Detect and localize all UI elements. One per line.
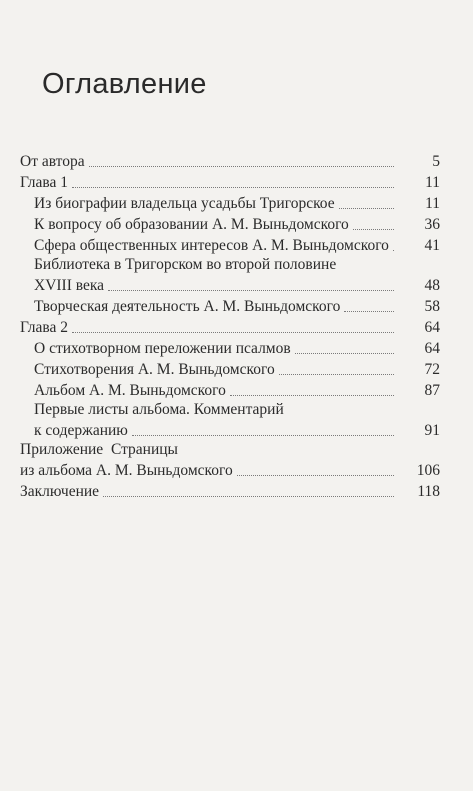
toc-entry — [0, 379, 473, 400]
toc-entry-page: 36 — [424, 216, 440, 233]
toc-entry-label: к содержанию — [34, 422, 128, 439]
toc-leader-dots — [393, 250, 394, 251]
toc-entry — [0, 234, 473, 255]
toc-entry — [0, 480, 473, 501]
toc-leader-dots — [108, 290, 394, 291]
toc-entry-page: 118 — [417, 483, 440, 500]
toc-leader-dots — [230, 395, 394, 396]
toc-leader-dots — [89, 166, 394, 167]
toc-leader-dots — [295, 353, 394, 354]
toc-leader-dots — [72, 332, 394, 333]
toc-entry-label: Сфера общественных интересов А. М. Выньдомского — [34, 237, 389, 254]
toc-leader-dots — [339, 208, 394, 209]
toc-entry-first-line: Приложение Страницы — [20, 441, 178, 458]
toc-entry-page: 11 — [425, 195, 440, 212]
toc-entry — [0, 419, 473, 440]
toc-entry — [0, 192, 473, 213]
toc-entry-label: От автора — [20, 153, 85, 170]
toc-entry-page: 106 — [416, 462, 440, 479]
toc-entry — [0, 316, 473, 337]
toc-entry-label: XVIII века — [34, 277, 105, 294]
toc-entry-page: 11 — [425, 174, 440, 191]
table-of-contents — [0, 150, 473, 501]
toc-leader-dots — [103, 496, 394, 497]
toc-entry-page: 5 — [432, 153, 440, 170]
page-title: Оглавление — [42, 68, 207, 100]
toc-leader-dots — [279, 374, 394, 375]
toc-entry — [0, 150, 473, 171]
toc-entry-page: 41 — [424, 237, 440, 254]
toc-entry — [0, 213, 473, 234]
toc-leader-dots — [353, 229, 394, 230]
toc-entry-label: Заключение — [20, 483, 100, 500]
toc-entry-label: Стихотворения А. М. Выньдомского — [34, 361, 275, 378]
toc-entry — [0, 358, 473, 379]
toc-entry-page: 64 — [424, 319, 440, 336]
toc-entry-label: О стихотворном переложении псалмов — [34, 340, 291, 357]
toc-entry-page: 48 — [424, 277, 440, 294]
toc-entry-page: 58 — [424, 298, 440, 315]
toc-leader-dots — [237, 475, 394, 476]
toc-entry-label: Творческая деятельность А. М. Выньдомского — [34, 298, 341, 315]
toc-leader-dots — [344, 311, 394, 312]
toc-entry-page: 64 — [424, 340, 440, 357]
toc-entry-label: К вопросу об образовании А. М. Выньдомского — [34, 216, 349, 233]
toc-leader-dots — [72, 187, 394, 188]
toc-entry-label: Глава 1 — [20, 174, 69, 191]
toc-entry-label: Глава 2 — [20, 319, 69, 336]
toc-entry-label: Альбом А. М. Выньдомского — [34, 382, 226, 399]
toc-entry — [0, 337, 473, 358]
toc-entry — [0, 274, 473, 295]
toc-entry-page: 72 — [424, 361, 440, 378]
toc-leader-dots — [132, 435, 394, 436]
toc-entry-label: Из биографии владельца усадьбы Тригорское — [34, 195, 335, 212]
toc-entry — [0, 459, 473, 480]
toc-entry-first-line: Библиотека в Тригорском во второй половине — [34, 256, 337, 273]
toc-entry-page: 87 — [424, 382, 440, 399]
toc-entry — [0, 295, 473, 316]
toc-entry-first-line: Первые листы альбома. Комментарий — [34, 401, 284, 418]
toc-entry — [0, 171, 473, 192]
toc-entry-page: 91 — [424, 422, 440, 439]
toc-entry-label: из альбома А. М. Выньдомского — [20, 462, 233, 479]
